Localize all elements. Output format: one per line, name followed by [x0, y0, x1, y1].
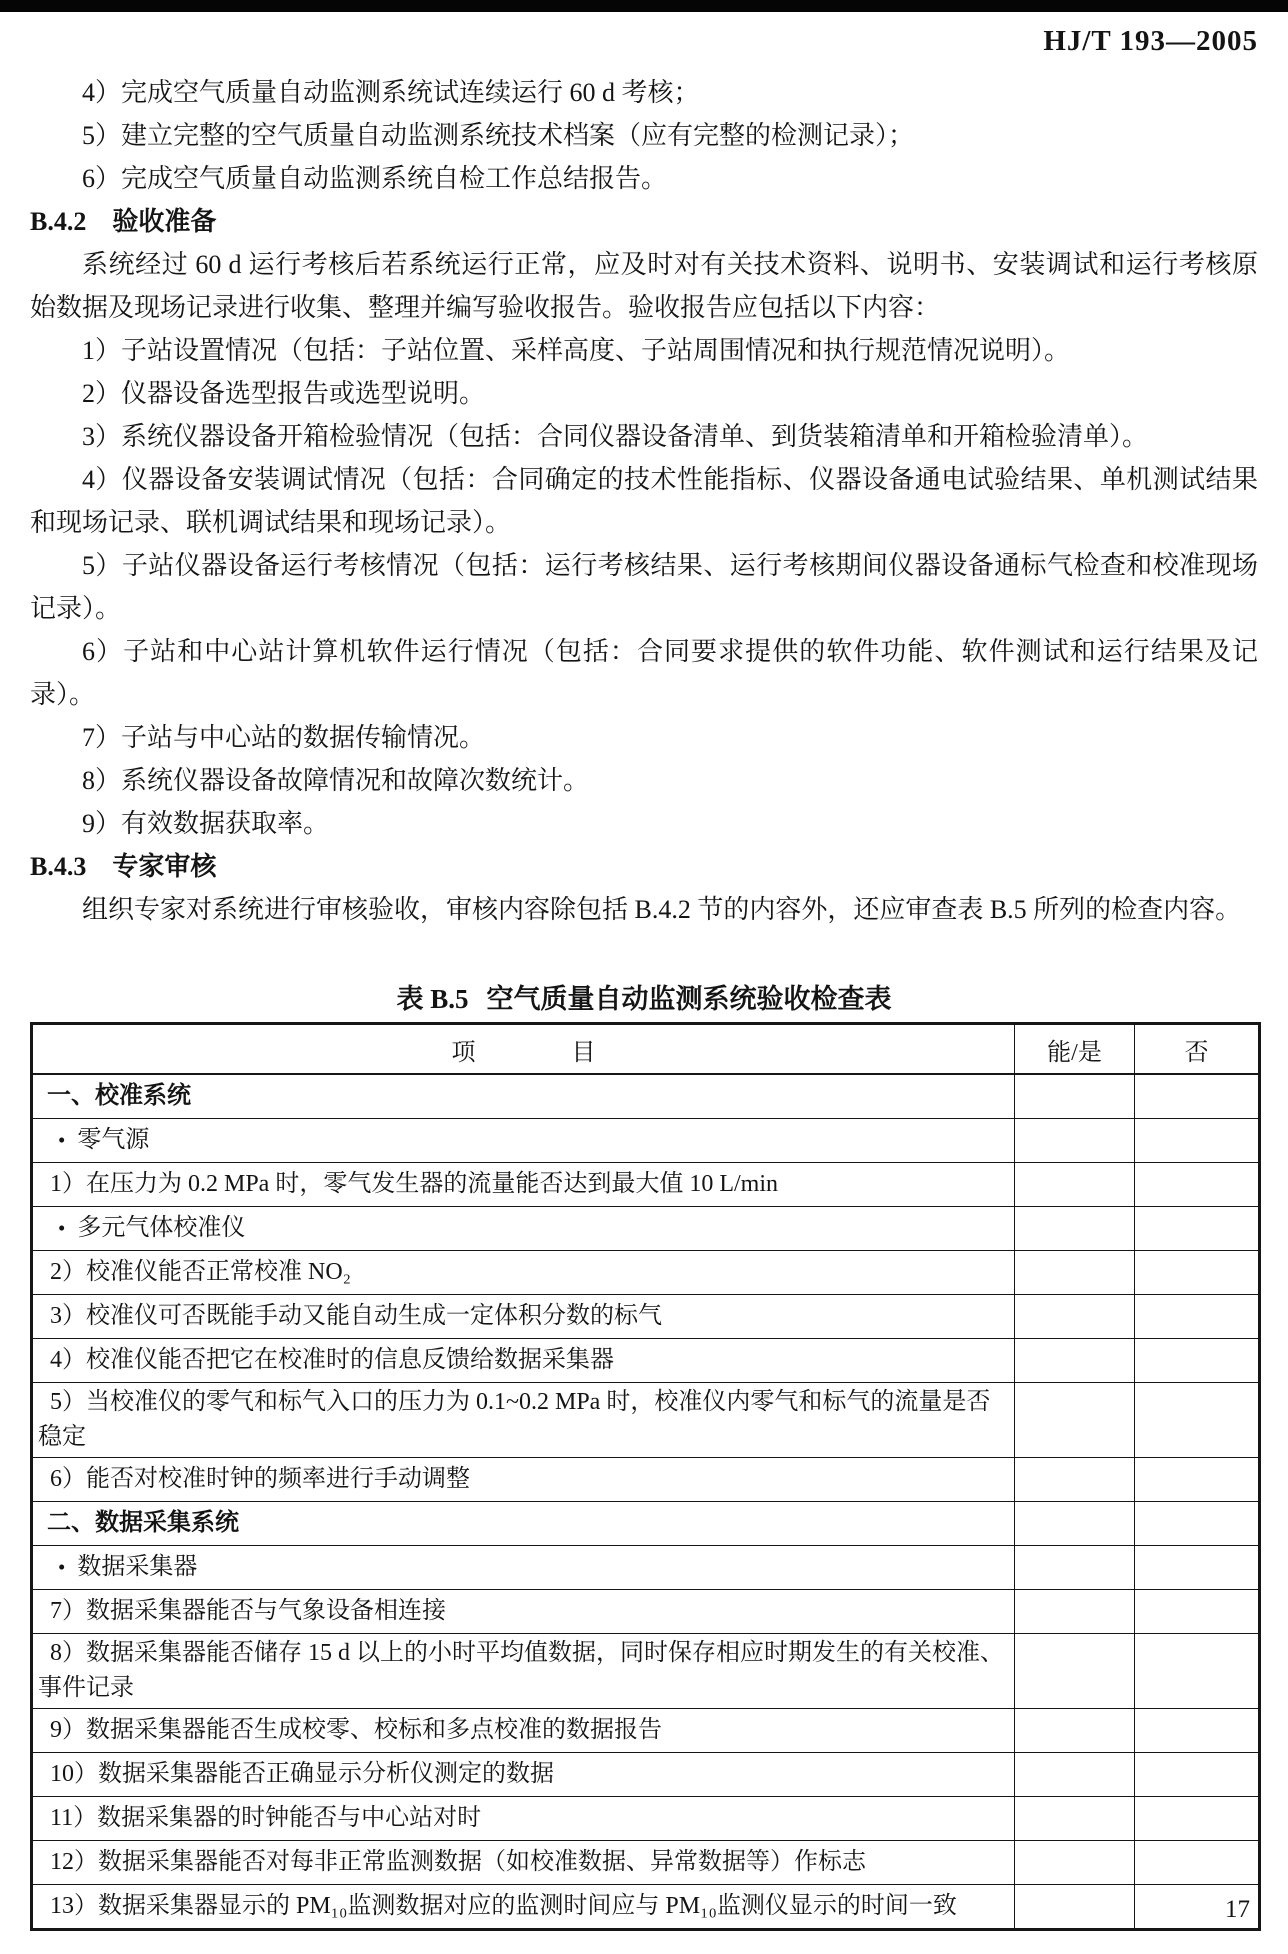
no-cell: [1135, 1207, 1260, 1251]
bullet-icon: •: [58, 1216, 66, 1240]
list-item: 5）子站仪器设备运行考核情况（包括：运行考核结果、运行考核期间仪器设备通标气检查和校准现场记录）。: [30, 551, 1258, 623]
table-caption: [0, 977, 1288, 1016]
item-row-label: 3）校准仪可否既能手动又能自动生成一定体积分数的标气: [32, 1295, 1015, 1339]
table-caption-label: 表 B.5: [396, 984, 469, 1014]
yes-cell: [1015, 1502, 1135, 1546]
table-row: [32, 1295, 1260, 1339]
no-cell: [1135, 1753, 1260, 1797]
no-cell: [1135, 1163, 1260, 1207]
yes-cell: [1015, 1295, 1135, 1339]
no-cell: [1135, 1339, 1260, 1383]
list-item: 4）完成空气质量自动监测系统试连续运行 60 d 考核；: [82, 78, 700, 107]
yes-cell: [1015, 1841, 1135, 1885]
list-item: 7）子站与中心站的数据传输情况。: [82, 723, 486, 752]
paragraph: 系统经过 60 d 运行考核后若系统运行正常，应及时对有关技术资料、说明书、安装调试和运行考核原始数据及现场记录进行收集、整理并编写验收报告。验收报告应包括以下内容：: [30, 250, 1258, 322]
yes-cell: [1015, 1207, 1135, 1251]
table-header-row: [32, 1024, 1260, 1075]
item-row-label: 6）能否对校准时钟的频率进行手动调整: [32, 1458, 1015, 1502]
yes-cell: [1015, 1119, 1135, 1163]
section-number: B.4.2: [30, 207, 87, 236]
table-row: [32, 1251, 1260, 1295]
list-item: 2）仪器设备选型报告或选型说明。: [82, 379, 486, 408]
item-row-label: 8）数据采集器能否储存 15 d 以上的小时平均值数据，同时保存相应时期发生的有关校准、事件记录: [32, 1634, 1015, 1709]
table-row: [32, 1502, 1260, 1546]
column-header-no: 否: [1135, 1024, 1260, 1075]
section-row-label: 一、校准系统: [32, 1074, 1015, 1119]
list-item: 8）系统仪器设备故障情况和故障次数统计。: [82, 766, 590, 795]
yes-cell: [1015, 1709, 1135, 1753]
table-row: [32, 1546, 1260, 1590]
list-item: 1）子站设置情况（包括：子站位置、采样高度、子站周围情况和执行规范情况说明）。: [82, 336, 1071, 365]
yes-cell: [1015, 1634, 1135, 1709]
table-row: [32, 1458, 1260, 1502]
yes-cell: [1015, 1590, 1135, 1634]
section-number: B.4.3: [30, 852, 87, 881]
table-row: [32, 1163, 1260, 1207]
column-header-yes: 能/是: [1015, 1024, 1135, 1075]
no-cell: [1135, 1841, 1260, 1885]
standard-number: HJ/T 193—2005: [1043, 25, 1258, 57]
item-row-label: 9）数据采集器能否生成校零、校标和多点校准的数据报告: [32, 1709, 1015, 1753]
yes-cell: [1015, 1163, 1135, 1207]
list-item: 5）建立完整的空气质量自动监测系统技术档案（应有完整的检测记录）；: [82, 121, 915, 150]
no-cell: [1135, 1546, 1260, 1590]
item-row-label: 11）数据采集器的时钟能否与中心站对时: [32, 1797, 1015, 1841]
table-row: [32, 1339, 1260, 1383]
bullet-icon: •: [58, 1555, 66, 1579]
item-row-label: 12）数据采集器能否对每非正常监测数据（如校准数据、异常数据等）作标志: [32, 1841, 1015, 1885]
section-row-label: 二、数据采集系统: [32, 1502, 1015, 1546]
section-title: 验收准备: [112, 207, 217, 236]
section-heading: [30, 845, 1258, 888]
item-row-label: 1）在压力为 0.2 MPa 时，零气发生器的流量能否达到最大值 10 L/min: [32, 1163, 1015, 1207]
yes-cell: [1015, 1797, 1135, 1841]
no-cell: [1135, 1074, 1260, 1119]
no-cell: [1135, 1383, 1260, 1458]
table-row: [32, 1841, 1260, 1885]
yes-cell: [1015, 1339, 1135, 1383]
column-header-item: 项 目: [32, 1024, 1015, 1075]
table-row: [32, 1119, 1260, 1163]
page-number: 17: [1225, 1896, 1250, 1923]
table-caption-title: 空气质量自动监测系统验收检查表: [486, 984, 892, 1014]
document-body: [30, 71, 1258, 931]
no-cell: [1135, 1502, 1260, 1546]
bullet-icon: •: [58, 1128, 66, 1152]
no-cell: [1135, 1458, 1260, 1502]
paragraph: 组织专家对系统进行审核验收，审核内容除包括 B.4.2 节的内容外，还应审查表 B.5 所列的检查内容。: [82, 895, 1242, 924]
no-cell: [1135, 1709, 1260, 1753]
table-row: [32, 1797, 1260, 1841]
yes-cell: [1015, 1074, 1135, 1119]
table-row: [32, 1207, 1260, 1251]
item-row-label: 7）数据采集器能否与气象设备相连接: [32, 1590, 1015, 1634]
item-row-label: 13）数据采集器显示的 PM₁₀监测数据对应的监测时间应与 PM₁₀监测仪显示的时间一致: [32, 1885, 1015, 1930]
table-row: [32, 1074, 1260, 1119]
no-cell: [1135, 1251, 1260, 1295]
checklist-tbody: [32, 1074, 1260, 1930]
list-item: 6）子站和中心站计算机软件运行情况（包括：合同要求提供的软件功能、软件测试和运行结果及记录）。: [30, 637, 1258, 709]
no-cell: [1135, 1634, 1260, 1709]
table-row: [32, 1634, 1260, 1709]
item-row-label: 4）校准仪能否把它在校准时的信息反馈给数据采集器: [32, 1339, 1015, 1383]
yes-cell: [1015, 1546, 1135, 1590]
item-row-label: 5）当校准仪的零气和标气入口的压力为 0.1~0.2 MPa 时，校准仪内零气和标气的流量是否稳定: [32, 1383, 1015, 1458]
bullet-row-label: • 数据采集器: [32, 1546, 1015, 1590]
yes-cell: [1015, 1251, 1135, 1295]
table-row: [32, 1383, 1260, 1458]
bullet-row-label: • 多元气体校准仪: [32, 1207, 1015, 1251]
list-item: 3）系统仪器设备开箱检验情况（包括：合同仪器设备清单、到货装箱清单和开箱检验清单）。: [82, 422, 1149, 451]
no-cell: [1135, 1119, 1260, 1163]
table-row: [32, 1753, 1260, 1797]
item-row-label: 2）校准仪能否正常校准 NO₂: [32, 1251, 1015, 1295]
yes-cell: [1015, 1753, 1135, 1797]
list-item: 6）完成空气质量自动监测系统自检工作总结报告。: [82, 164, 668, 193]
item-row-label: 10）数据采集器能否正确显示分析仪测定的数据: [32, 1753, 1015, 1797]
bullet-row-label: • 零气源: [32, 1119, 1015, 1163]
acceptance-checklist-table: [30, 1022, 1261, 1931]
table-row: [32, 1885, 1260, 1930]
yes-cell: [1015, 1383, 1135, 1458]
list-item: 4）仪器设备安装调试情况（包括：合同确定的技术性能指标、仪器设备通电试验结果、单机测试结果和现场记录、联机调试结果和现场记录）。: [30, 465, 1258, 537]
no-cell: [1135, 1590, 1260, 1634]
section-title: 专家审核: [112, 852, 217, 881]
no-cell: [1135, 1797, 1260, 1841]
scan-edge-bar: [0, 0, 1288, 12]
list-item: 9）有效数据获取率。: [82, 809, 330, 838]
table-row: [32, 1709, 1260, 1753]
yes-cell: [1015, 1885, 1135, 1930]
table-row: [32, 1590, 1260, 1634]
section-heading: [30, 200, 1258, 243]
no-cell: [1135, 1295, 1260, 1339]
yes-cell: [1015, 1458, 1135, 1502]
